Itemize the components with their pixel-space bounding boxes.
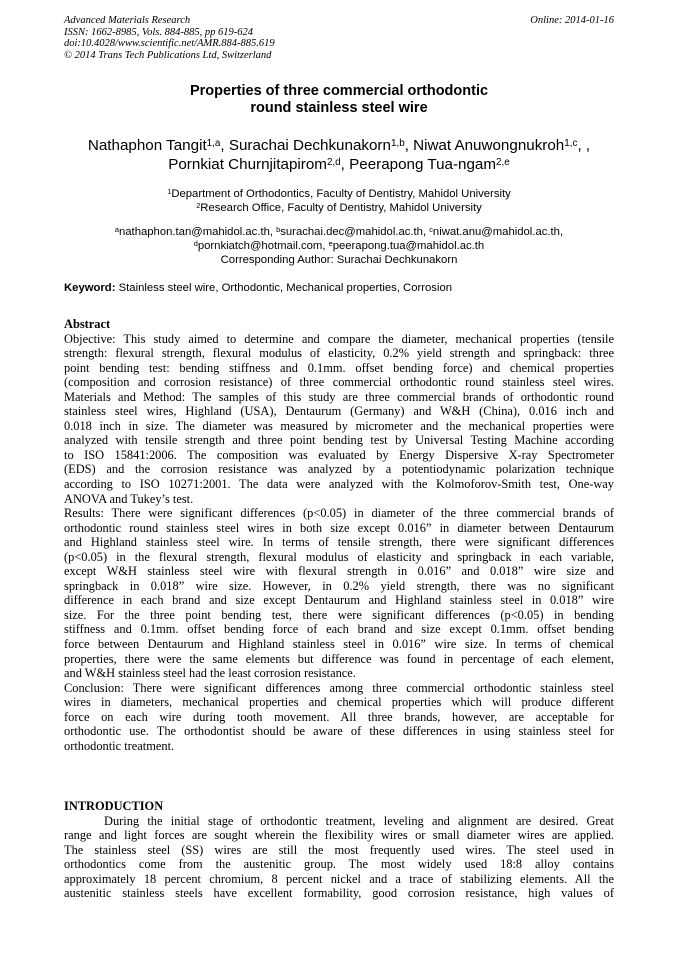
introduction-body: [64, 814, 614, 901]
email-link[interactable]: pornkiatch@hotmail.com,: [197, 240, 329, 252]
affiliations: [64, 187, 614, 215]
title-line-2: round stainless steel wire: [250, 100, 428, 116]
abstract-line: 0.018 inch in size. The diameter was measured by micrometer and the mechanical properties were: [64, 418, 614, 433]
abstract-line: orthodontic round stainless steel wires in both size except 0.016” in diameter between Dentaurum: [64, 520, 614, 535]
affiliation-2: [64, 201, 614, 215]
abstract-line: Materials and Method: The samples of this study are three commercial brands of orthodontic round: [64, 389, 614, 404]
keyword-text: Stainless steel wire, Orthodontic, Mechanical properties, Corrosion: [115, 282, 453, 294]
abstract-line: and Highland stainless steel wire. In terms of tensile strength, there were significant differences: [64, 535, 614, 550]
introduction-line: approximately 18 percent chromium, 8 percent nickel and a trace of stabilizing elements. All the: [64, 871, 614, 886]
journal-name: Advanced Materials Research: [64, 15, 191, 26]
author-name: Nathaphon Tangit: [87, 137, 207, 154]
introduction-line: orthodontics come from the austenitic group. The most widely used 18:8 alloy contains: [64, 857, 614, 872]
abstract-line: and W&H stainless steel had the least corrosion resistance.: [64, 666, 356, 681]
abstract-line: point bending test: bending stiffness and 0.1mm. offset bending force) and chemical properties: [64, 360, 614, 375]
issn-line: ISSN: 1662-8985, Vols. 884-885, pp 619-624: [64, 26, 253, 38]
online-date: Online: 2014-01-16: [530, 15, 614, 26]
abstract-line: wires in diameters, mechanical properties and chemical properties which will produce different: [64, 695, 614, 710]
introduction-section: [64, 799, 614, 901]
abstract-line: force on each wire during tooth movement. All three brands, however, are acceptable for: [64, 709, 614, 724]
copyright-line: © 2014 Trans Tech Publications Ltd, Switzerland: [64, 49, 272, 61]
abstract-line: orthodontic use. The orthodontist should be aware of these differences in using stainless steel for: [64, 724, 614, 739]
author-affil-sup: 1,c: [564, 138, 578, 150]
email-link[interactable]: surachai.dec@mahidol.ac.th,: [280, 226, 430, 238]
email-link[interactable]: nathaphon.tan@mahidol.ac.th,: [118, 226, 277, 238]
journal-header: [64, 15, 275, 61]
abstract-line: difference in each brand and size except Dentaurum and Highland stainless steel in 0.018” wire: [64, 593, 614, 608]
abstract-line: orthodontic treatment.: [64, 738, 175, 753]
email-sup: b: [276, 225, 281, 235]
author-affil-sup: 2,e: [496, 157, 510, 169]
affiliation-sup: 2: [196, 201, 201, 211]
abstract-line: Results: There were significant differences (p<0.05) in diameter of the three commercial brands of: [64, 506, 614, 521]
author-affil-sup: 2,d: [326, 157, 341, 169]
abstract-line: ANOVA and Tukey’s test.: [64, 491, 194, 506]
keyword-label: Keyword:: [64, 282, 116, 294]
abstract-line: properties, there were the same elements but difference was found in percentage of each element,: [64, 651, 614, 666]
abstract-line: except W&H stainless steel wire with flexural strength in 0.016” and 0.018” wire size and: [64, 564, 614, 579]
email-link[interactable]: peerapong.tua@mahidol.ac.th: [332, 240, 485, 252]
affiliation-sup: 1: [167, 187, 172, 197]
author-affil-sup: 1,a: [206, 138, 221, 150]
author-emails: [50, 225, 628, 267]
abstract-section: [64, 317, 614, 753]
abstract-line: Conclusion: There were significant differences among three commercial orthodontic stainless steel: [64, 680, 614, 695]
author-line-1: [50, 136, 628, 155]
affiliation-text: Research Office, Faculty of Dentistry, Mahidol University: [200, 202, 482, 214]
corresponding-author: Corresponding Author: Surachai Dechkunakorn: [220, 254, 458, 266]
abstract-line: springback in 0.018” wire size. However, in 0.2% yield strength, there was no significant: [64, 578, 614, 593]
email-sup: c: [429, 225, 433, 235]
abstract-line: (p<0.05) in the flexural strength, flexural modulus of elasticity and springback in each variable,: [64, 549, 614, 564]
author-name: , Niwat Anuwongnukroh: [404, 137, 565, 154]
abstract-heading: Abstract: [64, 317, 111, 331]
abstract-line: Objective: This study aimed to determine and compare the diameter, mechanical properties (tensile: [64, 331, 614, 346]
email-line-2: [50, 239, 628, 253]
title-line-1: Properties of three commercial orthodontic: [189, 83, 489, 99]
introduction-line: During the initial stage of orthodontic treatment, leveling and alignment are desired. Great: [104, 813, 614, 828]
abstract-line: stainless steel wires, Highland (USA), Dentaurum (Germany) and W&H (China), 0.016 inch and: [64, 404, 614, 419]
email-line-1: [50, 225, 628, 239]
abstract-body: [64, 332, 614, 754]
introduction-line: range and light forces are sought wherein the flexibility wires or small diameter wires are applied.: [64, 828, 614, 843]
abstract-line: strength: flexural strength, flexural modulus of elasticity, 0.2% yield strength and springback: three: [64, 346, 614, 361]
abstract-line: analyzed with tensile strength and three point bending test by Universal Testing Machine according: [64, 433, 614, 448]
abstract-line: force between Dentaurum and Highland stainless steel in 0.016” wire size. In terms of chemical: [64, 637, 614, 652]
author-name: , Surachai Dechkunakorn: [220, 137, 391, 154]
abstract-line: size. For the three point bending test, there were significant differences (p<0.05) in bending: [64, 607, 614, 622]
introduction-line: The stainless steel (SS) wires are still the most frequently used wires. The steel used in: [64, 842, 614, 857]
author-affil-sup: 1,b: [390, 138, 405, 150]
author-name: , Peerapong Tua-ngam: [340, 156, 497, 173]
affiliation-text: Department of Orthodontics, Faculty of Dentistry, Mahidol University: [171, 188, 511, 200]
author-name: Pornkiat Churnjitapirom: [168, 156, 327, 173]
email-link[interactable]: niwat.anu@mahidol.ac.th,: [432, 226, 564, 238]
introduction-line: austenitic stainless steels have excellent formability, good corrosion resistance, high values of: [64, 886, 614, 901]
email-sup: d: [193, 239, 198, 249]
abstract-line: according to ISO 10271:2001. The data were analyzed with the Kolmoforov-Smith test, One-way: [64, 477, 614, 492]
email-sup: a: [114, 225, 119, 235]
author-list: [50, 136, 628, 174]
abstract-line: (composition and corrosion resistance) of three commercial orthodontic round stainless steel wires.: [64, 375, 614, 390]
abstract-line: stiffness and 0.1mm. offset bending force of each brand and size except 0.1mm. offset bending: [64, 622, 614, 637]
author-line-2: [50, 155, 628, 174]
abstract-line: to ISO 15841:2006. The composition was evaluated by Energy Dispersive X-ray Spectrometer: [64, 447, 614, 462]
paper-title: [64, 83, 614, 117]
affiliation-1: [64, 187, 614, 201]
keywords: [64, 281, 452, 295]
email-sup: e: [328, 239, 333, 249]
abstract-line: (EDS) and the corrosion resistance was analyzed by a potentiodynamic polarization technique: [64, 462, 614, 477]
author-separator: , ,: [577, 137, 591, 154]
doi-line[interactable]: doi:10.4028/www.scientific.net/AMR.884-885.619: [64, 38, 275, 50]
introduction-heading: INTRODUCTION: [64, 799, 164, 813]
